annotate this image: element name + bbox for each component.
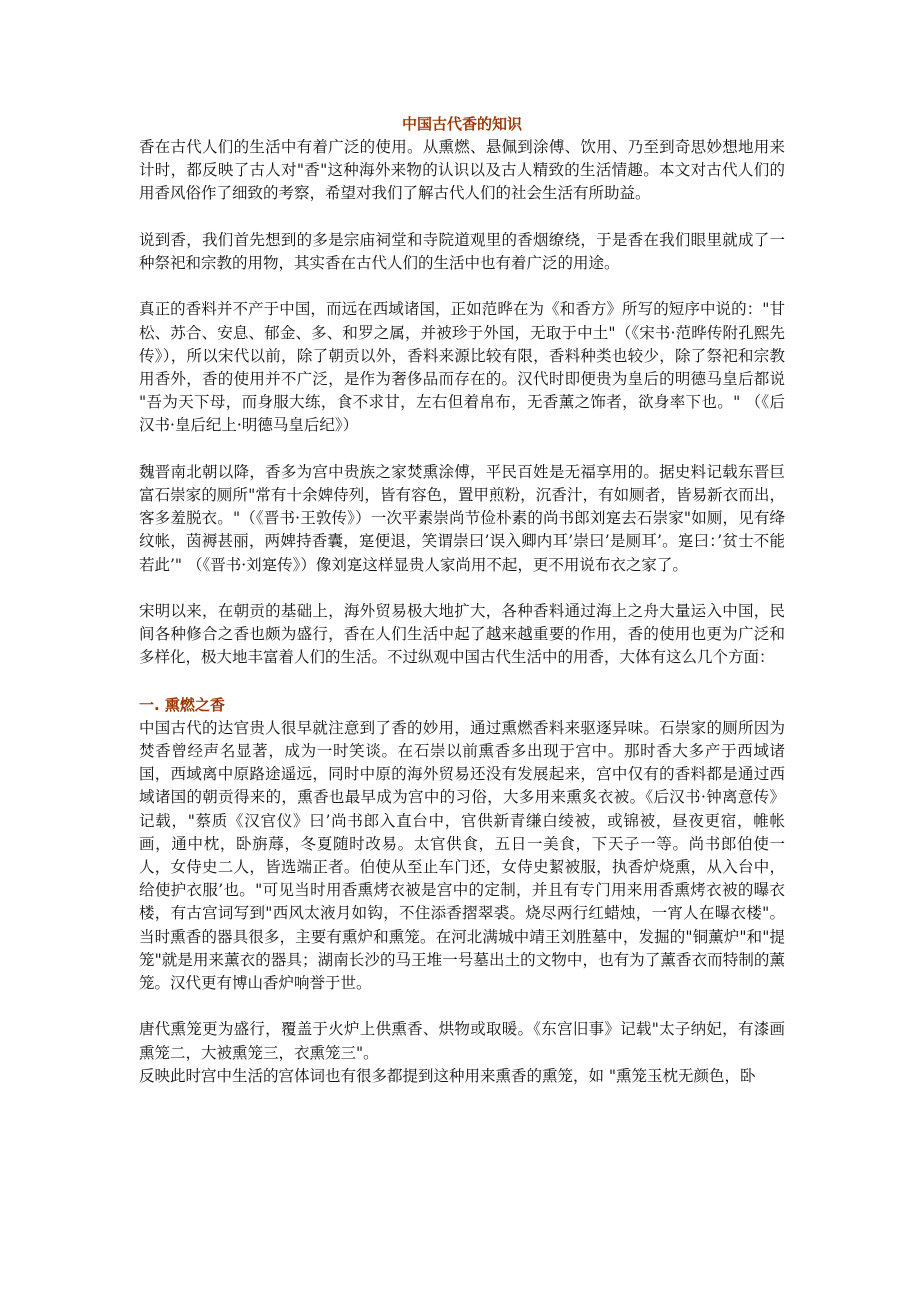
section-heading: 一. 熏燃之香: [139, 695, 225, 714]
paragraph: 魏晋南北朝以降，香多为宫中贵族之家焚熏涂傅，平民百姓是无福享用的。据史料记载东晋巨富石崇家的厕所"常有十余婢侍列，皆有容色，置甲煎粉，沉香汁，有如厕者，皆易新衣而出，客多羞脱衣。"（《晋书·王敦传》）一次平素崇尚节俭朴素的尚书郎刘寔去石崇家"如厕，见有绛纹帐，茵褥甚丽，两婢持香囊，寔便退，笑谓崇曰’误入卿内耳’崇曰’是厕耳’。寔曰：’贫士不能若此’" （《晋书·刘寔传》）像刘寔这样显贵人家尚用不起，更不用说布衣之家了。: [139, 462, 785, 574]
document-title: 中国古代香的知识: [401, 115, 522, 133]
paragraph: 真正的香料并不产于中国，而远在西域诸国，正如范晔在为《和香方》所写的短序中说的："甘松、苏合、安息、郁金、多、和罗之属，并被珍于外国，无取于中土"（《宋书·范晔传附孔熙先传》），所以宋代以前，除了朝贡以外，香料来源比较有限，香料种类也较少，除了祭祀和宗教用香外，香的使用并不广泛，是作为奢侈品而存在的。汉代时即便贵为皇后的明德马皇后都说 "吾为天下母，而身服大练，食不求甘，左右但着帛布，无香薰之饰者，欲身率下也。" （《后汉书·皇后纪上·明德马皇后纪》）: [139, 300, 785, 435]
paragraph: 唐代熏笼更为盛行，覆盖于火炉上供熏香、烘物或取暖。《东宫旧事》记载"太子纳妃，有漆画熏笼二，大被熏笼三，衣熏笼三"。: [139, 1020, 785, 1062]
paragraph: 宋明以来，在朝贡的基础上，海外贸易极大地扩大，各种香料通过海上之舟大量运入中国，民间各种修合之香也颇为盛行，香在人们生活中起了越来越重要的作用，香的使用也更为广泛和多样化，极大地丰富着人们的生活。不过纵观中国古代生活中的用香，大体有这么几个方面：: [139, 602, 785, 667]
paragraph-gap: [139, 577, 785, 600]
paragraph-gap: [139, 206, 785, 229]
intro-paragraph: 香在古代人们的生活中有着广泛的使用。从熏燃、悬佩到涂傅、饮用、乃至到奇思妙想地用来计时，都反映了古人对"香"这种海外来物的认识以及古人精致的生活情趣。本文对古代人们的用香风俗作了细致的考察，希望对我们了解古代人们的社会生活有所助益。: [139, 138, 785, 203]
paragraph-gap: [139, 275, 785, 298]
paragraph-gap: [139, 995, 785, 1018]
document-body: [139, 112, 785, 1088]
paragraph: 说到香，我们首先想到的多是宗庙祠堂和寺院道观里的香烟缭绕，于是香在我们眼里就成了一种祭祀和宗教的用物，其实香在古代人们的生活中也有着广泛的用途。: [139, 230, 785, 272]
paragraph-gap: [139, 438, 785, 461]
paragraph: 中国古代的达官贵人很早就注意到了香的妙用，通过熏燃香料来驱逐异味。石崇家的厕所因为焚香曾经声名显著，成为一时笑谈。在石崇以前熏香多出现于宫中。那时香大多产于西域诸国，西域离中原路途遥远，同时中原的海外贸易还没有发展起来，宫中仅有的香料都是通过西域诸国的朝贡得来的，熏香也最早成为宫中的习俗，大多用来熏炙衣被。《后汉书·钟离意传》记载，"蔡质《汉官仪》曰’尚书郎入直台中，官供新青缣白绫被，或锦被，昼夜更宿，帷帐画，通中枕，卧旃蓐，冬夏随时改易。太官供食，五日一美食，下天子一等。尚书郎伯使一人，女侍史二人，皆选端正者。伯使从至止车门还，女侍史絜被服，执香炉烧熏，从入台中，给使护衣服’也。"可见当时用香熏烤衣被是宫中的定制，并且有专门用来用香熏烤衣被的曝衣楼，有古宫词写到"西风太液月如钩，不住添香摺翠裘。烧尽两行红蜡烛，一宵人在曝衣楼"。当时熏香的器具很多，主要有熏炉和熏笼。在河北满城中靖王刘胜墓中，发掘的"铜薰炉"和"提笼"就是用来薰衣的器具；湖南长沙的马王堆一号墓出土的文物中，也有为了薰香衣而特制的薰笼。汉代更有博山香炉响誉于世。: [139, 718, 785, 993]
paragraph: 反映此时宫中生活的宫体词也有很多都提到这种用来熏香的熏笼，如 "熏笼玉枕无颜色，卧: [139, 1066, 756, 1085]
paragraph-gap: [139, 670, 785, 693]
